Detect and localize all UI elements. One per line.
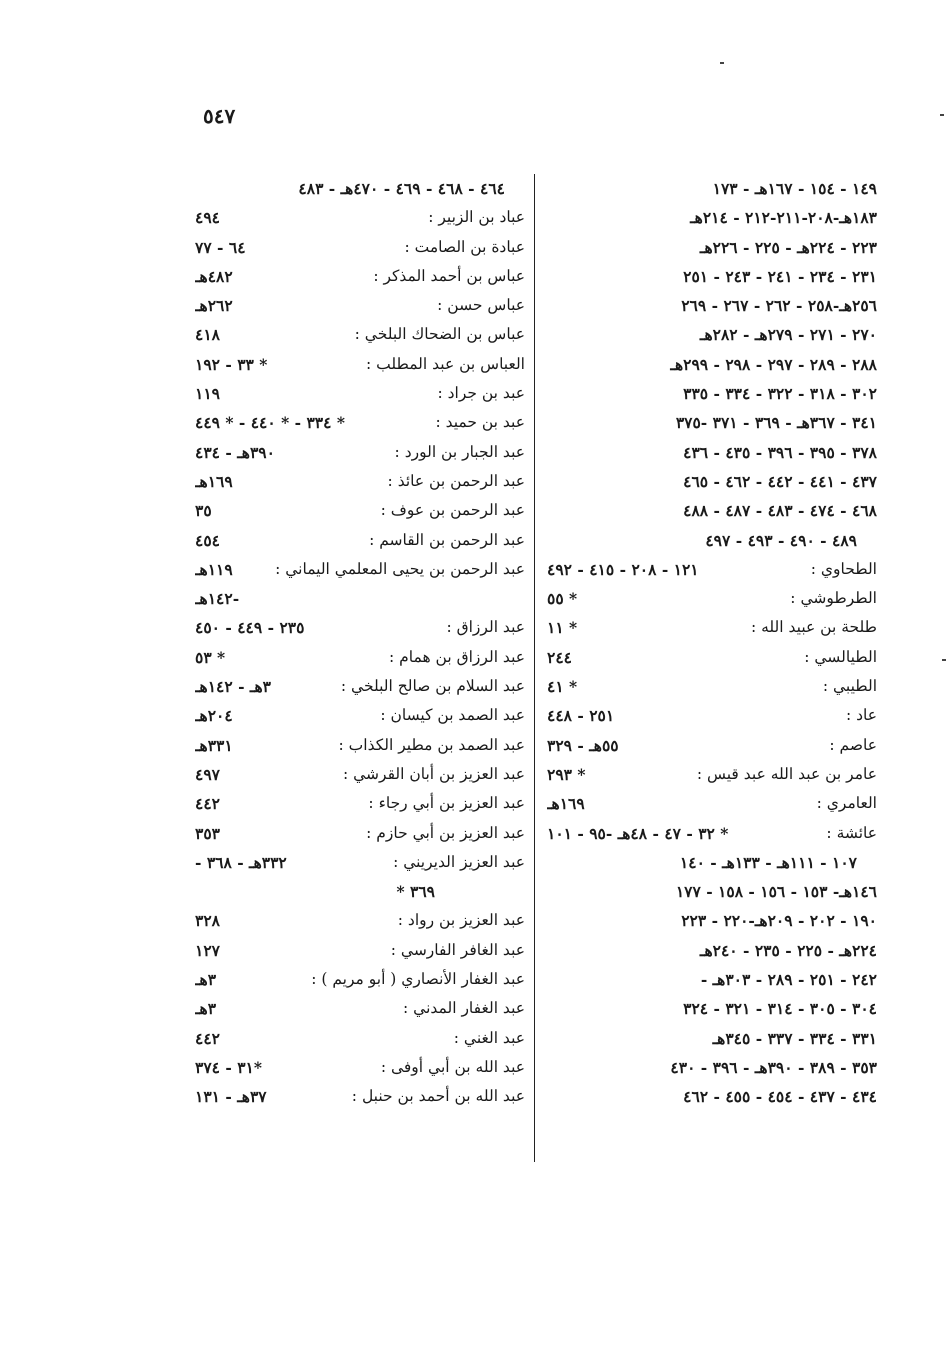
index-entry (195, 906, 525, 935)
index-entry (195, 320, 525, 349)
index-entry (547, 496, 877, 525)
entry-name: عبد الرزاق : (446, 618, 525, 637)
index-entry (195, 760, 525, 789)
entry-page-refs: ٤٣٤ - ٤٣٧ - ٤٥٤ - ٤٥٥ - ٤٦٢ (683, 1087, 877, 1107)
entry-page-refs: ١٤٩ - ١٥٤ - ١٦٧هـ - ١٧٣ (712, 179, 877, 198)
entry-page-refs: * ١١ (547, 618, 578, 638)
entry-page-refs: ٤٩٤ (195, 208, 220, 228)
entry-page-refs: * ٣٣ - ١٩٢ (195, 354, 268, 374)
index-entry (547, 526, 877, 555)
index-entry (547, 379, 877, 408)
index-entry (547, 350, 877, 379)
entry-page-refs: ٣٣٢هـ - ٣٦٨ - (195, 852, 287, 872)
entry-name: الطحاوي : (810, 559, 877, 578)
entry-name: عامر بن عبد الله عبد قيس : (696, 764, 877, 783)
index-entry (195, 496, 525, 525)
entry-page-refs: ٣٧٨ - ٣٩٥ - ٣٩٦ - ٤٣٥ - ٤٣٦ (683, 442, 877, 462)
entry-name: الطيالسي : (804, 647, 877, 666)
entry-name: عباس حسن : (437, 296, 525, 315)
entry-name: عبد العزيز بن رواد : (397, 911, 525, 930)
right-column (547, 174, 877, 1112)
index-entry (547, 994, 877, 1023)
entry-page-refs: ٤٨٢هـ (195, 266, 233, 286)
entry-name: طلحة بن عبيد الله : (750, 618, 877, 637)
entry-page-refs: ١١٩ (195, 384, 220, 404)
index-entry (195, 1024, 525, 1053)
entry-page-refs: ٣هـ - ١٤٢هـ (195, 677, 271, 697)
index-entry (547, 1082, 877, 1111)
entry-page-refs: ٣٩٠هـ - ٤٣٤ (195, 442, 275, 462)
entry-page-refs: ١٨٣هـ-٢٠٨-٢١١-٢١٢ - ٢١٤هـ (690, 208, 877, 228)
index-entry (547, 906, 877, 935)
index-entry (547, 174, 877, 203)
index-entry (195, 467, 525, 496)
index-entry (195, 584, 525, 613)
scan-speck (942, 659, 946, 661)
entry-name: عبد بن جراد : (437, 384, 525, 403)
entry-page-refs: ٣٥٣ - ٣٨٩ - ٣٩٠هـ - ٣٩٦ - ٤٣٠ (670, 1057, 877, 1077)
index-entry (195, 233, 525, 262)
index-entry (547, 877, 877, 906)
entry-page-refs: ٣٦٩ * (396, 882, 435, 902)
index-entry (547, 320, 877, 349)
entry-name: عاصم : (829, 735, 877, 754)
entry-page-refs: ٤٣٧ - ٤٤١ - ٤٤٢ - ٤٦٢ - ٤٦٥ (683, 471, 877, 491)
index-entry (195, 526, 525, 555)
entry-page-refs: ٢٣٥ - ٤٤٩ - ٤٥٠ (195, 618, 305, 638)
index-entry (547, 555, 877, 584)
index-entry (195, 877, 525, 906)
index-entry (195, 350, 525, 379)
entry-name: عبد العزيز بن أبي رجاء : (368, 794, 525, 813)
index-entry (195, 555, 525, 584)
column-divider (534, 174, 535, 1162)
index-entry (547, 291, 877, 320)
index-entry (547, 789, 877, 818)
entry-name: عبد الرحمن بن عوف : (380, 501, 525, 520)
entry-page-refs: ٣٥ (195, 501, 212, 521)
index-entry (547, 467, 877, 496)
entry-page-refs: ١٠٧ - ١١١هـ - ١٣٣هـ - ١٤٠ (679, 852, 857, 872)
scan-speck (940, 114, 944, 116)
entry-page-refs: ٣٤١ - ٣٦٧هـ - ٣٦٩ - ٣٧١ -٣٧٥ (675, 413, 877, 433)
entry-page-refs: ١٤٦هـ- ١٥٣ - ١٥٦ - ١٥٨ - ١٧٧ (675, 882, 877, 902)
index-entry (547, 701, 877, 730)
entry-page-refs: ٢٠٤هـ (195, 706, 233, 726)
index-entry (547, 819, 877, 848)
entry-page-refs: ٢٤٢ - ٢٥١ - ٢٨٩ - ٣٠٣هـ - (700, 970, 877, 990)
index-entry (195, 701, 525, 730)
entry-page-refs: ١٢١ - ٢٠٨ - ٤١٥ - ٤٩٢ (547, 559, 699, 579)
entry-page-refs: ١٢٧ (195, 940, 220, 960)
index-entry (547, 203, 877, 232)
entry-name: عبد الغافر الفارسي : (390, 940, 525, 959)
entry-page-refs: ٢٢٤هـ - ٢٢٥ - ٢٣٥ - ٢٤٠هـ (699, 940, 877, 960)
index-entry (547, 613, 877, 642)
entry-page-refs: ٤١٨ (195, 325, 220, 345)
index-entry (195, 438, 525, 467)
entry-name: عبد الرزاق بن همام : (389, 647, 525, 666)
entry-page-refs: ٢٥١ - ٤٤٨ (547, 706, 615, 726)
entry-name: عبد السلام بن صالح البلخي : (340, 677, 525, 696)
entry-page-refs: ٣٢٨ (195, 911, 220, 931)
entry-name: عبد الغني : (453, 1028, 525, 1047)
index-entry (195, 643, 525, 672)
index-entry (195, 731, 525, 760)
entry-page-refs: * ٣٣٤ - * ٤٤٠ - * ٤٤٩ (195, 413, 345, 433)
entry-name: عبد الغفار المدني : (403, 999, 525, 1018)
index-entry (195, 203, 525, 232)
index-entry (547, 936, 877, 965)
entry-page-refs: ٥٥هـ - ٣٢٩ (547, 735, 619, 755)
index-entry (547, 731, 877, 760)
index-entry (547, 1024, 877, 1053)
entry-name: عبد الرحمن بن يحيى المعلمي اليماني : (275, 559, 525, 578)
entry-name: عبد الصمد بن كيسان : (380, 706, 525, 725)
entry-page-refs: * ٥٣ (195, 647, 226, 667)
entry-page-refs: ٣٥٣ (195, 823, 220, 843)
entry-page-refs: ٣٣١ - ٣٣٤ - ٣٣٧ - ٣٤٥هـ (712, 1028, 877, 1048)
entry-page-refs: ١٦٩هـ (195, 471, 233, 491)
index-entry (195, 379, 525, 408)
entry-page-refs: -١٤٢هـ (195, 589, 240, 609)
index-entry (195, 291, 525, 320)
entry-name: الطيبي : (822, 677, 877, 696)
entry-page-refs: ٤٤٢ (195, 794, 220, 814)
entry-name: عبد الرحمن بن القاسم : (369, 530, 525, 549)
index-entry (195, 408, 525, 437)
entry-name: عائشة : (826, 823, 877, 842)
entry-page-refs: *٣١ - ٣٧٤ (195, 1057, 262, 1077)
index-entry (195, 262, 525, 291)
entry-page-refs: ٤٦٤ - ٤٦٨ - ٤٦٩ - ٤٧٠هـ - ٤٨٣ (298, 179, 505, 198)
entry-page-refs: ٣هـ (195, 999, 217, 1019)
index-columns (195, 174, 877, 1174)
index-entry (195, 965, 525, 994)
entry-page-refs: ٤٦٨ - ٤٧٤ - ٤٨٣ - ٤٨٧ - ٤٨٨ (683, 501, 877, 521)
index-entry (547, 848, 877, 877)
entry-page-refs: ١٩٠ - ٢٠٢ - ٢٠٩هـ-٢٢٠ - ٢٢٣ (681, 911, 877, 931)
entry-page-refs: ٢٨٨ - ٢٨٩ - ٢٩٧ - ٢٩٨ - ٢٩٩هـ (670, 354, 877, 374)
entry-page-refs: ٢٦٢هـ (195, 296, 233, 316)
entry-page-refs: ١١٩هـ (195, 559, 233, 579)
index-entry (547, 965, 877, 994)
entry-page-refs: ٣٠٢ - ٣١٨ - ٣٢٢ - ٣٣٤ - ٣٣٥ (683, 384, 877, 404)
entry-page-refs: ٣٠٤ - ٣٠٥ - ٣١٤ - ٣٢١ - ٣٢٤ (683, 999, 877, 1019)
entry-page-refs: * ٣٢ - ٤٧ - ٤٨هـ -٩٥ - ١٠١ (547, 823, 729, 843)
entry-name: العباس بن عبد المطلب : (366, 354, 525, 373)
page-number: ٥٤٧ (203, 104, 236, 128)
index-entry (547, 760, 877, 789)
entry-page-refs: ٢٤٤ (547, 647, 572, 667)
index-entry (195, 848, 525, 877)
index-entry (547, 672, 877, 701)
entry-page-refs: ١٦٩هـ (547, 794, 585, 814)
index-entry (195, 1082, 525, 1111)
index-entry (195, 819, 525, 848)
entry-name: عبد العزيز بن أبي حازم : (366, 823, 525, 842)
entry-name: عبد العزيز الديريني : (393, 852, 525, 871)
index-entry (195, 1053, 525, 1082)
index-entry (547, 1053, 877, 1082)
index-entry (195, 672, 525, 701)
entry-name: عبد العزيز بن أبان القرشي : (342, 764, 525, 783)
entry-name: عباد بن الزبير : (428, 208, 525, 227)
entry-page-refs: ٢٣١ - ٢٣٤ - ٢٤١ - ٢٤٣ - ٢٥١ (683, 266, 877, 286)
index-entry (195, 789, 525, 818)
entry-page-refs: ٤٤٢ (195, 1028, 220, 1048)
entry-name: عبادة بن الصامت : (404, 237, 525, 256)
entry-page-refs: ٢٧٠ - ٢٧١ - ٢٧٩هـ - ٢٨٢هـ (699, 325, 877, 345)
scan-speck (720, 62, 724, 64)
entry-page-refs: ٤٩٧ (195, 764, 220, 784)
entry-name: عبد الله بن أحمد بن حنبل : (351, 1087, 525, 1106)
entry-name: عباس بن الضحاك البلخي : (354, 325, 525, 344)
index-entry (195, 936, 525, 965)
entry-page-refs: ٢٢٣ - ٢٢٤هـ - ٢٢٥ - ٢٢٦هـ (699, 237, 877, 257)
entry-page-refs: ٢٥٦هـ-٢٥٨ - ٢٦٢ - ٢٦٧ - ٢٦٩ (681, 296, 877, 316)
index-entry (547, 584, 877, 613)
entry-name: عاد : (845, 706, 877, 725)
entry-name: عبد الجبار بن الورد : (394, 442, 525, 461)
entry-page-refs: * ٥٥ (547, 589, 578, 609)
entry-name: عباس بن أحمد المذكر : (373, 266, 525, 285)
entry-page-refs: ٤٥٤ (195, 530, 220, 550)
entry-page-refs: * ٢٩٣ (547, 764, 586, 784)
index-entry (547, 643, 877, 672)
entry-page-refs: ٣٧هـ - ١٣١ (195, 1087, 267, 1107)
entry-name: عبد الرحمن بن عائذ : (387, 471, 525, 490)
index-entry (547, 438, 877, 467)
index-entry (547, 233, 877, 262)
entry-name: عبد الغفار الأنصاري ( أبو مريم ) : (311, 970, 525, 989)
entry-name: عبد الصمد بن مطير الكذاب : (338, 735, 525, 754)
entry-page-refs: ٤٨٩ - ٤٩٠ - ٤٩٣ - ٤٩٧ (705, 530, 857, 550)
left-column (195, 174, 525, 1112)
index-entry (195, 994, 525, 1023)
index-entry (547, 408, 877, 437)
entry-name: عبد بن حميد : (435, 413, 525, 432)
entry-page-refs: ٣هـ (195, 970, 217, 990)
entry-page-refs: ٣٣١هـ (195, 735, 233, 755)
index-entry (195, 613, 525, 642)
entry-page-refs: ٦٤ - ٧٧ (195, 237, 246, 257)
index-entry (195, 174, 525, 203)
entry-name: عبد الله بن أبي أوفى : (380, 1057, 525, 1076)
entry-name: العامري : (816, 794, 877, 813)
entry-name: الطرطوشي : (790, 589, 877, 608)
index-entry (547, 262, 877, 291)
entry-page-refs: * ٤١ (547, 677, 578, 697)
